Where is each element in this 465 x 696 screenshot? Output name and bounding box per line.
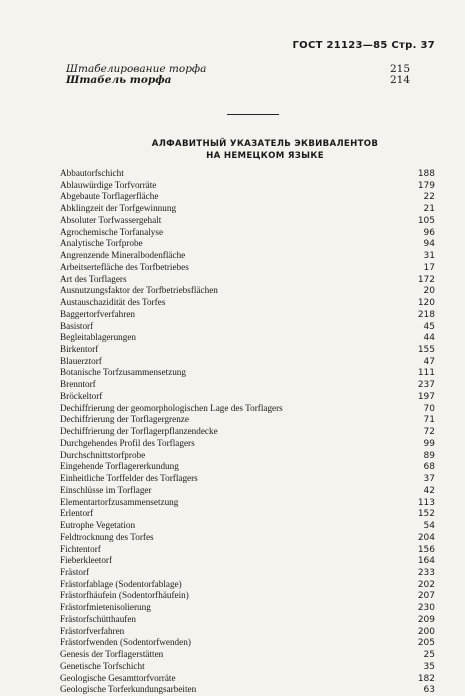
- entry-page: 204: [417, 532, 435, 543]
- entry-term: Einschlüsse im Torflager: [60, 484, 152, 495]
- list-item: [60, 661, 435, 673]
- list-item: [60, 203, 435, 215]
- list-item: [60, 274, 435, 286]
- entry-term: Durchgehendes Profil des Torflagers: [60, 437, 195, 448]
- entry-term: Durchschnittstorfprobe: [60, 449, 146, 460]
- entry-page: 205: [417, 638, 435, 649]
- entry-term: Dechiffrierung der geomorphologischen Lage des Torflagers: [60, 402, 283, 413]
- entry-term: Frästorfverfahren: [60, 625, 125, 636]
- entry-page: 72: [423, 427, 435, 438]
- entry-page: 44: [423, 333, 435, 344]
- entry-term: Fieberkleetorf: [60, 555, 113, 566]
- entry-term: Basistorf: [60, 320, 94, 331]
- list-item: [60, 297, 435, 309]
- entry-term: Birkentorf: [60, 344, 99, 355]
- entry-term: Begleitablagerungen: [60, 332, 137, 343]
- entry-term: Frästorfablage (Sodentorfablage): [60, 578, 182, 589]
- entry-page: 164: [417, 556, 435, 567]
- list-item: [60, 450, 435, 462]
- entry-page: 218: [417, 309, 435, 320]
- list-item: [60, 367, 435, 379]
- entry-term: Ausnutzungsfaktor der Torfbetriebsflächen: [60, 285, 218, 296]
- entry-term: Feldtrocknung des Torfes: [60, 531, 154, 542]
- entry-term: Bröckeltorf: [60, 390, 103, 401]
- entry-page: 96: [423, 227, 435, 238]
- entry-term: Ablauwürdige Torfvorräte: [60, 179, 157, 190]
- entry-page: 35: [423, 661, 435, 672]
- list-item: [60, 379, 435, 391]
- entry-term: Eingehende Torflagererkundung: [60, 461, 179, 472]
- entry-page: 20: [423, 286, 435, 297]
- entry-term: Frästorfhäufein (Sodentorfhäufein): [60, 590, 189, 601]
- list-item: [60, 191, 435, 203]
- entry-term: Blauerztorf: [60, 355, 102, 366]
- list-item: [60, 438, 435, 450]
- list-item: [60, 168, 435, 180]
- entry-page: 17: [423, 262, 435, 273]
- entry-page: 99: [423, 438, 435, 449]
- entry-page: 113: [417, 497, 435, 508]
- list-item: [60, 497, 435, 509]
- entry-page: 215: [389, 63, 410, 75]
- list-item: [60, 673, 435, 685]
- entry-page: 94: [423, 239, 435, 250]
- entry-page: 42: [423, 485, 435, 496]
- entry-page: 111: [417, 368, 435, 379]
- section-title: [120, 138, 410, 162]
- entry-page: 152: [417, 509, 435, 520]
- entry-term: Штабель торфа: [66, 74, 172, 86]
- entry-term: Elementartorfzusammensetzung: [60, 496, 179, 507]
- entry-page: 179: [417, 180, 435, 191]
- entry-term: Arbeitsertefläche des Torfbetriebes: [60, 261, 189, 272]
- list-item: [60, 590, 435, 602]
- entry-page: 37: [423, 474, 435, 485]
- entry-term: Angrenzende Mineralbodenfläche: [60, 250, 186, 261]
- entry-term: Dechiffrierung der Torflagerpflanzendecke: [60, 426, 218, 437]
- entry-term: Genetische Torfschicht: [60, 660, 145, 671]
- list-item: [60, 544, 435, 556]
- entry-term: Frästorfschütthaufen: [60, 613, 137, 624]
- section-title-line: НА НЕМЕЦКОМ ЯЗЫКЕ: [206, 151, 324, 161]
- entry-term: Erlentorf: [60, 508, 94, 519]
- entry-page: 200: [417, 626, 435, 637]
- entry-page: 188: [417, 169, 435, 179]
- previous-index-entries: [66, 64, 410, 86]
- list-item: [60, 285, 435, 297]
- entry-term: Geologische Torferkundungsarbeiten: [60, 684, 197, 695]
- entry-page: 63: [423, 685, 435, 696]
- entry-term: Brenntorf: [60, 379, 96, 390]
- entry-term: Abgebaute Torflagerfläche: [60, 191, 159, 202]
- list-item: [60, 649, 435, 661]
- entry-page: 22: [423, 192, 435, 203]
- list-item: [60, 602, 435, 614]
- list-item: [60, 309, 435, 321]
- entry-page: 68: [423, 462, 435, 473]
- list-item: [60, 614, 435, 626]
- entry-page: 25: [423, 650, 435, 661]
- list-item: [60, 356, 435, 368]
- entry-term: Abklingzeit der Torfgewinnung: [60, 203, 177, 214]
- list-item: [60, 403, 435, 415]
- list-item: [60, 579, 435, 591]
- entry-page: 47: [423, 356, 435, 367]
- list-item: [60, 262, 435, 274]
- entry-page: 202: [417, 579, 435, 590]
- entry-page: 21: [423, 204, 435, 215]
- entry-page: 45: [423, 321, 435, 332]
- entry-page: 105: [417, 215, 435, 226]
- entry-term: Absoluter Torfwassergehalt: [60, 214, 162, 225]
- list-item: [60, 344, 435, 356]
- entry-term: Frästorfwenden (Sodentorfwenden): [60, 637, 191, 648]
- entry-page: 120: [417, 298, 435, 309]
- entry-term: Штабелирование торфа: [66, 63, 207, 75]
- entry-page: 214: [389, 74, 410, 86]
- entry-term: Art des Torflagers: [60, 273, 127, 284]
- entry-page: 197: [417, 391, 435, 402]
- entry-term: Eutrophe Vegetation: [60, 520, 136, 531]
- entry-page: 209: [417, 614, 435, 625]
- list-item: [60, 414, 435, 426]
- list-item: [60, 508, 435, 520]
- entry-term: Genesis der Torflagerstätten: [60, 649, 164, 660]
- list-item: [60, 391, 435, 403]
- entry-term: Fichtentorf: [60, 543, 101, 554]
- entry-page: 172: [417, 274, 435, 285]
- page-header: ГОСТ 21123—85 Стр. 37: [292, 40, 435, 51]
- list-item: [60, 215, 435, 227]
- list-item: [60, 626, 435, 638]
- entry-term: Einheitliche Torffelder des Torflagers: [60, 473, 198, 484]
- entry-term: Dechiffrierung der Torflagergrenze: [60, 414, 189, 425]
- entry-page: 54: [423, 521, 435, 532]
- entry-term: Analytische Torfprobe: [60, 238, 143, 249]
- list-item: [60, 473, 435, 485]
- list-item: [60, 684, 435, 696]
- entry-term: Botanische Torfzusammensetzung: [60, 367, 186, 378]
- list-item: [60, 321, 435, 333]
- entry-term: Geologische Gesamttorfvorräte: [60, 672, 176, 683]
- entry-term: Baggertorfverfahren: [60, 308, 135, 319]
- entry-page: 155: [417, 345, 435, 356]
- list-item: [60, 485, 435, 497]
- list-item: [60, 532, 435, 544]
- entry-page: 182: [417, 673, 435, 684]
- section-divider: [227, 114, 279, 115]
- entry-term: Frästorfmietenisolierung: [60, 602, 151, 613]
- list-item: [60, 426, 435, 438]
- list-item: [60, 567, 435, 579]
- entry-page: 233: [417, 567, 435, 578]
- entry-page: 156: [417, 544, 435, 555]
- list-item: [60, 250, 435, 262]
- entry-page: 89: [423, 450, 435, 461]
- german-index-list: [60, 168, 435, 696]
- list-item: [60, 238, 435, 250]
- list-item: [60, 227, 435, 239]
- entry-term: Frästorf: [60, 566, 90, 577]
- entry-page: 207: [417, 591, 435, 602]
- entry-page: 71: [423, 415, 435, 426]
- list-item: [66, 75, 410, 86]
- list-item: [60, 637, 435, 649]
- list-item: [60, 461, 435, 473]
- list-item: [60, 555, 435, 567]
- entry-term: Agrochemische Torfanalyse: [60, 226, 164, 237]
- entry-page: 230: [417, 603, 435, 614]
- entry-page: 237: [417, 380, 435, 391]
- list-item: [60, 520, 435, 532]
- entry-page: 70: [423, 403, 435, 414]
- entry-term: Austauschazidität des Torfes: [60, 297, 166, 308]
- entry-term: Abbautorfschicht: [60, 168, 124, 178]
- entry-page: 31: [423, 251, 435, 262]
- list-item: [60, 180, 435, 192]
- section-title-line: АЛФАВИТНЫЙ УКАЗАТЕЛЬ ЭКВИВАЛЕНТОВ: [151, 139, 379, 149]
- list-item: [60, 332, 435, 344]
